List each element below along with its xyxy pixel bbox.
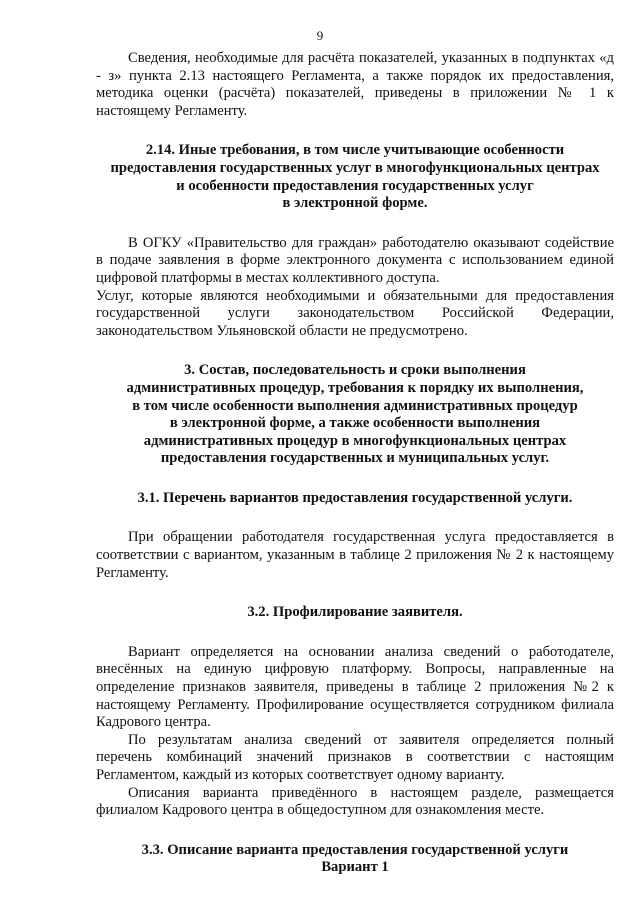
heading-line: в электронной форме, а также особенности выполнения: [169, 415, 541, 432]
paragraph-variant-description: Описания варианта приведённого в настоящем разделе, размещается филиалом Кадрового центра в общедоступном для ознакомления месте.: [96, 784, 614, 819]
heading-line: и особенности предоставления государственных услуг: [176, 177, 534, 194]
paragraph-analysis-results: По результатам анализа сведений от заявителя определяется полный перечень комбинаций значений признаков в соответствии с настоящим Регламентом, каждый из которых соответствует одному варианту.: [96, 731, 614, 783]
heading-2-14: [96, 142, 614, 212]
page-content: [96, 50, 614, 877]
heading-line: административных процедур, требования к порядку их выполнения,: [126, 379, 584, 396]
paragraph-variant-table: При обращении работодателя государственная услуга предоставляется в соответствии с вариантом, указанным в таблице 2 приложения № 2 к настоящему Регламенту.: [96, 529, 614, 581]
paragraph-indicators-info: Сведения, необходимые для расчёта показателей, указанных в подпунктах «д - з» пункта 2.13 настоящего Регламента, а также порядок их предоставления, методика оценки (расчёта) показателей, приведены в приложении № 1 к настоящему Регламенту.: [96, 50, 614, 119]
heading-3-2: 3.2. Профилирование заявителя.: [247, 604, 463, 621]
heading-section-3: [96, 362, 614, 468]
heading-line: предоставления государственных услуг в многофункциональных центрах: [110, 159, 600, 176]
heading-line: в электронной форме.: [282, 195, 428, 212]
heading-line: административных процедур в многофункциональных центрах: [143, 432, 567, 449]
page-number: 9: [316, 28, 324, 43]
heading-line: предоставления государственных и муниципальных услуг.: [160, 450, 550, 467]
heading-variant-1: Вариант 1: [321, 859, 389, 876]
paragraph-required-services: Услуг, которые являются необходимыми и обязательными для предоставления государственной услуги законодательством Российской Федерации, законодательством Ульяновской области не предусмотрено.: [96, 287, 614, 339]
heading-line: в том числе особенности выполнения административных процедур: [132, 397, 578, 414]
heading-line: 3. Состав, последовательность и сроки выполнения: [184, 362, 526, 379]
heading-3-1: 3.1. Перечень вариантов предоставления государственной услуги.: [137, 489, 573, 506]
paragraph-variant-determination: Вариант определяется на основании анализа сведений о работодателе, внесённых на единую цифровую платформу. Вопросы, направленные на определение признаков заявителя, приведены в таблице 2 приложения №2 к настоящему Регламенту. Профилирование осуществляется сотрудником филиала Кадрового центра.: [96, 643, 614, 731]
heading-3-3: 3.3. Описание варианта предоставления государственной услуги: [141, 841, 569, 858]
heading-line: 2.14. Иные требования, в том числе учитывающие особенности: [145, 142, 565, 159]
paragraph-ogku-assistance: В ОГКУ «Правительство для граждан» работодателю оказывают содействие в подаче заявления в форме электронного документа с использованием единой цифровой платформы в местах коллективного доступа.: [96, 234, 614, 286]
